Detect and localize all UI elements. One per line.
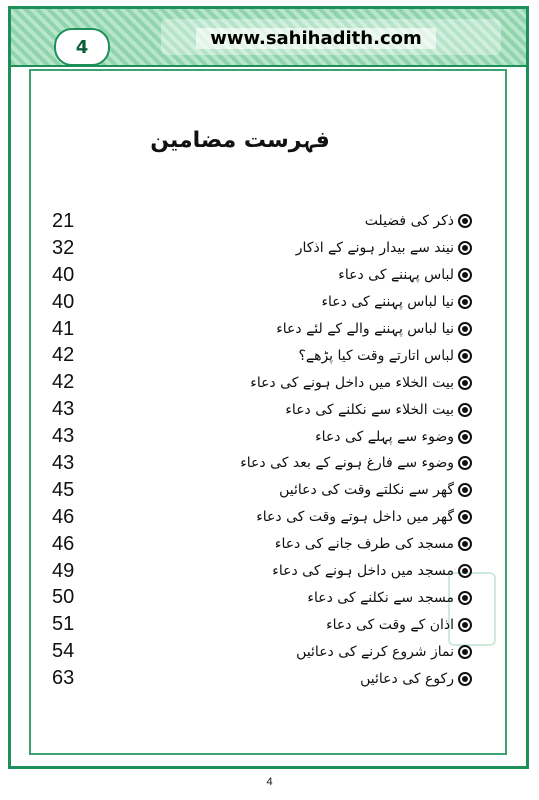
toc-row bbox=[52, 477, 472, 504]
footer-page-number: 4 bbox=[266, 776, 273, 788]
toc-page-number: 40 bbox=[52, 263, 75, 286]
bullet-icon bbox=[458, 510, 472, 524]
toc-page-number: 45 bbox=[52, 478, 75, 501]
toc-page-number: 43 bbox=[52, 425, 75, 448]
toc-row bbox=[52, 504, 472, 531]
toc-entry-title: ذکر کی فضیلت bbox=[364, 213, 454, 230]
bullet-icon bbox=[458, 214, 472, 228]
toc-row bbox=[52, 584, 472, 611]
toc-entry-title: بیت الخلاء میں داخل ہونے کی دعاء bbox=[250, 374, 454, 391]
toc-page-number: 54 bbox=[52, 640, 75, 663]
bullet-icon bbox=[458, 645, 472, 659]
toc-row bbox=[52, 638, 472, 665]
page-title: فہرست مضامین bbox=[150, 128, 330, 153]
bullet-icon bbox=[458, 268, 472, 282]
toc-row bbox=[52, 342, 472, 369]
toc-row bbox=[52, 611, 472, 638]
toc-page-number: 46 bbox=[52, 505, 75, 528]
toc-page-number: 50 bbox=[52, 586, 75, 609]
toc-entry-title: وضوء سے پہلے کی دعاء bbox=[315, 428, 454, 445]
toc-page-number: 63 bbox=[52, 667, 75, 690]
website-watermark: www.sahihadith.com bbox=[196, 28, 436, 49]
toc-row bbox=[52, 316, 472, 343]
toc-row bbox=[52, 208, 472, 235]
bullet-icon bbox=[458, 376, 472, 390]
toc-row bbox=[52, 262, 472, 289]
bullet-icon bbox=[458, 537, 472, 551]
toc-row bbox=[52, 450, 472, 477]
toc-entry-title: اذان کے وقت کی دعاء bbox=[326, 616, 454, 633]
toc-entry-title: نیند سے بیدار ہونے کے اذکار bbox=[295, 240, 454, 257]
toc-row bbox=[52, 531, 472, 558]
bullet-icon bbox=[458, 349, 472, 363]
toc-row bbox=[52, 369, 472, 396]
toc-entry-title: مسجد سے نکلنے کی دعاء bbox=[307, 589, 454, 606]
toc-page-number: 42 bbox=[52, 371, 75, 394]
toc-page-number: 46 bbox=[52, 532, 75, 555]
toc-row bbox=[52, 665, 472, 692]
toc-page-number: 40 bbox=[52, 290, 75, 313]
bullet-icon bbox=[458, 672, 472, 686]
bullet-icon bbox=[458, 564, 472, 578]
toc-row bbox=[52, 558, 472, 585]
table-of-contents bbox=[52, 208, 472, 692]
toc-page-number: 41 bbox=[52, 317, 75, 340]
toc-page-number: 42 bbox=[52, 344, 75, 367]
toc-entry-title: بیت الخلاء سے نکلنے کی دعاء bbox=[285, 401, 454, 418]
bullet-icon bbox=[458, 618, 472, 632]
toc-entry-title: نماز شروع کرنے کی دعائیں bbox=[296, 643, 454, 660]
toc-entry-title: وضوء سے فارغ ہونے کے بعد کی دعاء bbox=[240, 455, 454, 472]
bullet-icon bbox=[458, 403, 472, 417]
toc-entry-title: نیا لباس پہننے والے کے لئے دعاء bbox=[276, 321, 454, 337]
toc-entry-title: گھر میں داخل ہوتے وقت کی دعاء bbox=[256, 509, 454, 526]
bullet-icon bbox=[458, 483, 472, 497]
bullet-icon bbox=[458, 322, 472, 336]
toc-entry-title: لباس پہننے کی دعاء bbox=[338, 267, 454, 284]
page-number-badge: 4 bbox=[54, 28, 110, 66]
bullet-icon bbox=[458, 430, 472, 444]
toc-page-number: 49 bbox=[52, 559, 75, 582]
toc-page-number: 43 bbox=[52, 451, 75, 474]
toc-entry-title: نیا لباس پہننے کی دعاء bbox=[321, 294, 454, 311]
toc-entry-title: مسجد کی طرف جانے کی دعاء bbox=[274, 536, 454, 553]
bullet-icon bbox=[458, 456, 472, 470]
toc-row bbox=[52, 423, 472, 450]
bullet-icon bbox=[458, 241, 472, 255]
toc-page-number: 43 bbox=[52, 398, 75, 421]
toc-row bbox=[52, 235, 472, 262]
bullet-icon bbox=[458, 591, 472, 605]
toc-entry-title: رکوع کی دعائیں bbox=[360, 670, 454, 687]
toc-page-number: 21 bbox=[52, 209, 75, 232]
toc-row bbox=[52, 289, 472, 316]
toc-entry-title: لباس اتارتے وقت کیا پڑھے؟ bbox=[298, 347, 454, 364]
toc-entry-title: گھر سے نکلتے وقت کی دعائیں bbox=[279, 482, 454, 499]
toc-page-number: 32 bbox=[52, 236, 75, 259]
bullet-icon bbox=[458, 295, 472, 309]
toc-entry-title: مسجد میں داخل ہونے کی دعاء bbox=[272, 563, 454, 580]
toc-page-number: 51 bbox=[52, 613, 75, 636]
toc-row bbox=[52, 396, 472, 423]
